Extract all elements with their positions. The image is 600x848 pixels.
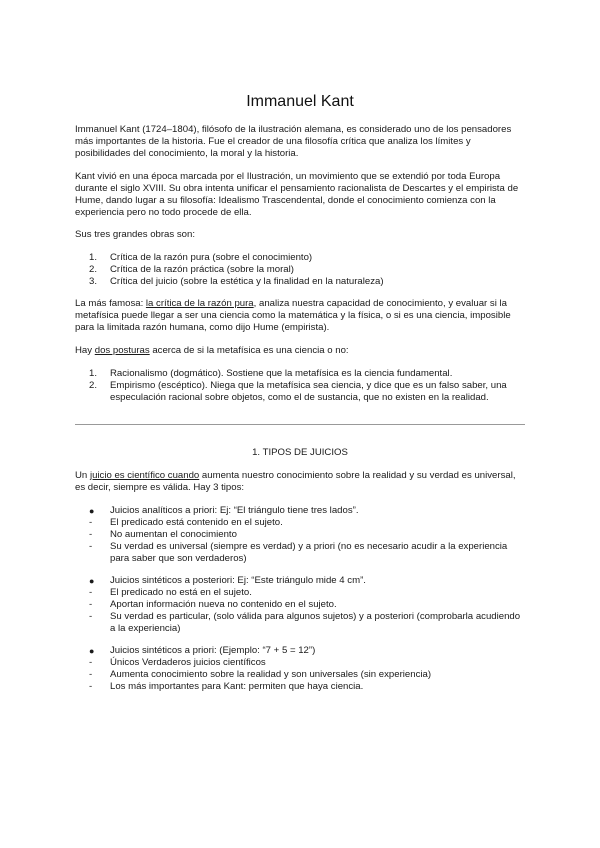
judgment-item-text: Los más importantes para Kant: permiten que haya ciencia. — [110, 681, 364, 692]
works-item-text: Crítica del juicio (sobre la estética y la finalidad en la naturaleza) — [110, 276, 384, 287]
works-item-number: 1. — [89, 252, 98, 263]
judgment-item — [75, 657, 527, 669]
works-item-number: 3. — [89, 276, 98, 287]
works-item — [75, 252, 527, 264]
posture-item-number: 1. — [89, 368, 98, 379]
section-intro-underlined: juicio es científico cuando — [89, 470, 200, 481]
works-item-text: Crítica de la razón pura (sobre el conocimiento) — [110, 252, 313, 263]
dash-icon: - — [89, 657, 93, 668]
intro-text-2: Kant vivió en una época marcada por el Ilustración, un movimiento que se extendió por toda Europa durante el siglo XVIII. Su obra intenta unificar el pensamiento racionalista de Descartes y el empirista de Hume, dando lugar a su filosofía: Idealismo Trascendental, donde el conocimiento comienza con la experiencia pero no todo procede de ella. — [75, 171, 519, 218]
dash-icon: - — [89, 611, 93, 622]
section-divider — [75, 424, 525, 425]
judgment-head-text: Juicios analíticos a priori: Ej: “El triángulo tiene tres lados”. — [110, 505, 359, 516]
judgment-group-3 — [75, 645, 527, 693]
judgment-item — [75, 611, 527, 635]
postures-underlined: dos posturas — [94, 345, 150, 356]
works-intro-text: Sus tres grandes obras son: — [75, 229, 195, 240]
judgment-item-text: Aportan información nueva no contenido en el sujeto. — [110, 599, 337, 610]
page-title: Immanuel Kant — [246, 93, 354, 110]
posture-item-text: Empirismo (escéptico). Niega que la metafísica sea ciencia, y dice que es un falso saber, una especulación racional sobre objetos, como el de sustancia, que no existen en la realidad. — [110, 380, 507, 403]
section-title: 1. TIPOS DE JUICIOS — [252, 447, 348, 458]
judgment-item — [75, 599, 527, 611]
section-intro — [75, 470, 527, 494]
intro-paragraph-2 — [75, 171, 527, 219]
famous-paragraph — [75, 298, 527, 334]
famous-post: , analiza nuestra capacidad de conocimiento, y evaluar si la metafísica puede llegar a ser una ciencia como la matemática y la física, o si es una ciencia, imposible para la limitada razón humana, como dijo Hume (empirista). — [75, 298, 511, 333]
works-item — [75, 264, 527, 276]
judgment-group-2 — [75, 575, 527, 635]
judgment-item — [75, 517, 527, 529]
postures-pre: Hay — [75, 345, 95, 356]
works-list — [75, 252, 527, 288]
section-intro-post: aumenta nuestro conocimiento sobre la realidad y su verdad es universal, es decir, siempre es válida. Hay 3 tipos: — [75, 470, 516, 493]
dash-icon: - — [89, 529, 93, 540]
dash-icon: - — [89, 517, 93, 528]
judgment-head-text: Juicios sintéticos a posteriori: Ej: “Este triángulo mide 4 cm”. — [110, 575, 366, 586]
judgment-head — [75, 645, 527, 657]
judgment-item — [75, 541, 527, 565]
judgment-item-text: No aumentan el conocimiento — [110, 529, 237, 540]
judgment-head-text: Juicios sintéticos a priori: (Ejemplo: “7 + 5 = 12”) — [110, 645, 316, 656]
section-intro-pre: Un — [75, 470, 90, 481]
posture-item — [75, 380, 527, 404]
bullet-icon: ● — [89, 576, 95, 586]
judgment-item-text: El predicado no está en el sujeto. — [110, 587, 252, 598]
judgment-item-text: Aumenta conocimiento sobre la realidad y son universales (sin experiencia) — [110, 669, 432, 680]
intro-text-1: Immanuel Kant (1724–1804), filósofo de la ilustración alemana, es considerado uno de los pensadores más importantes de la historia. Fue el creador de una filosofía crítica que analiza los límites y posibilidades del conocimiento, la moral y la historia. — [75, 124, 512, 159]
judgment-head — [75, 505, 527, 517]
judgment-item — [75, 529, 527, 541]
judgment-item-text: Su verdad es universal (siempre es verdad) y a priori (no es necesario acudir a la experiencia para saber que son verdaderos) — [110, 541, 508, 564]
works-item — [75, 276, 527, 288]
dash-icon: - — [89, 541, 93, 552]
intro-paragraph-1 — [75, 124, 527, 160]
judgment-item-text: El predicado está contenido en el sujeto. — [110, 517, 283, 528]
works-intro — [75, 229, 527, 241]
famous-underlined: la crítica de la razón pura — [145, 298, 254, 309]
dash-icon: - — [89, 669, 93, 680]
judgment-head — [75, 575, 527, 587]
posture-item — [75, 368, 527, 380]
dash-icon: - — [89, 599, 93, 610]
judgment-group-1 — [75, 505, 527, 565]
judgment-item — [75, 669, 527, 681]
judgment-item-text: Su verdad es particular, (solo válida para algunos sujetos) y a posteriori (comprobarla acudiendo a la experiencia) — [110, 611, 521, 634]
posture-item-text: Racionalismo (dogmático). Sostiene que la metafísica es la ciencia fundamental. — [110, 368, 453, 379]
postures-intro — [75, 345, 527, 357]
works-item-text: Crítica de la razón práctica (sobre la moral) — [110, 264, 294, 275]
dash-icon: - — [89, 587, 93, 598]
postures-list — [75, 368, 527, 404]
famous-pre: La más famosa: — [75, 298, 146, 309]
postures-post: acerca de si la metafísica es una ciencia o no: — [149, 345, 349, 356]
posture-item-number: 2. — [89, 380, 98, 391]
bullet-icon: ● — [89, 646, 95, 656]
judgment-item — [75, 587, 527, 599]
dash-icon: - — [89, 681, 93, 692]
judgment-item-text: Únicos Verdaderos juicios científicos — [110, 657, 266, 668]
bullet-icon: ● — [89, 506, 95, 516]
works-item-number: 2. — [89, 264, 98, 275]
judgment-item — [75, 681, 527, 693]
